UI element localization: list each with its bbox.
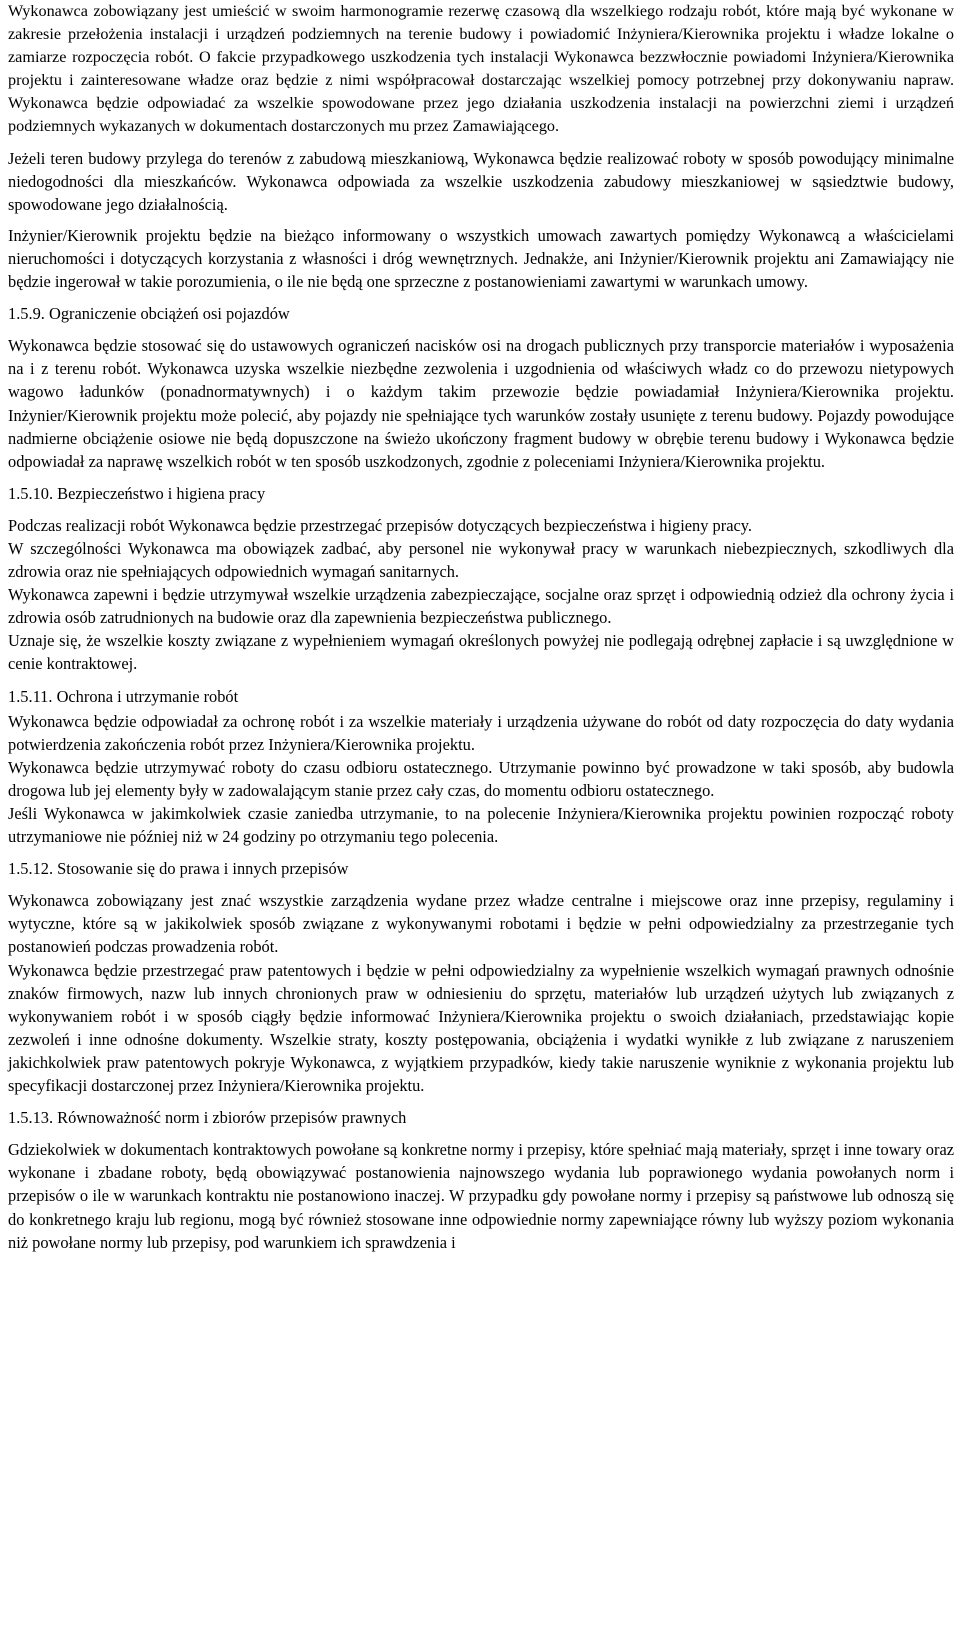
section-heading-1-5-10: 1.5.10. Bezpieczeństwo i higiena pracy bbox=[8, 483, 266, 503]
paragraph-safety-3: Wykonawca zapewni i będzie utrzymywał wszelkie urządzenia zabezpieczające, socjalne oraz sprzęt i odpowiednią odzież dla ochrony życia i zdrowia osób zatrudnionych na budowie oraz dla zapewnienia bezpieczeństwa publicznego. bbox=[8, 585, 954, 628]
paragraph-protection-1: Wykonawca będzie odpowiadał za ochronę robót i za wszelkie materiały i urządzenia używane do robót od daty rozpoczęcia do daty wydania potwierdzenia zakończenia robót przez Inżyniera/Kierownika projektu. bbox=[8, 711, 954, 754]
paragraph-standards: Gdziekolwiek w dokumentach kontraktowych powołane są konkretne normy i przepisy, które spełniać mają materiały, sprzęt i inne towary oraz wykonane i zbadane roboty, będą obowiązywać postanowienia najnowszego wydania lub poprawionego wydania powołanych norm i przepisów o ile w warunkach kontraktu nie postanowiono inaczej. W przypadku gdy powołane normy i przepisy są państwowe lub odnoszą się do konkretnego kraju lub regionu, mogą być również stosowane inne odpowiednie normy zapewniające równy lub wyższy poziom wykonania niż powołane normy lub przepisy, pod warunkiem ich sprawdzenia i bbox=[8, 1140, 954, 1252]
paragraph-residential: Jeżeli teren budowy przylega do terenów z zabudową mieszkaniową, Wykonawca będzie realizować roboty w sposób powodujący minimalne niedogodności dla mieszkańców. Wykonawca odpowiada za wszelkie uszkodzenia zabudowy mieszkaniowej w sąsiedztwie budowy, spowodowane jego działalnością. bbox=[8, 148, 954, 214]
section-heading-1-5-13: 1.5.13. Równoważność norm i zbiorów przepisów prawnych bbox=[8, 1108, 407, 1128]
paragraph-utilities: Wykonawca zobowiązany jest umieścić w swoim harmonogramie rezerwę czasową dla wszelkiego rodzaju robót, które mają być wykonane w zakresie przełożenia instalacji i urządzeń podziemnych na terenie budowy i powiadomić Inżyniera/Kierownika projektu i władze lokalne o zamiarze rozpoczęcia robót. O fakcie przypadkowego uszkodzenia tych instalacji Wykonawca bezzwłocznie powiadomi Inżyniera/Kierownika projektu i zainteresowane władze oraz będzie z nimi współpracował dostarczając wszelkiej pomocy potrzebnej przy dokonywaniu napraw. Wykonawca będzie odpowiadać za wszelkie spowodowane przez jego działania uszkodzenia instalacji na powierzchni ziemi i urządzeń podziemnych wykazanych w dokumentach dostarczonych mu przez Zamawiającego. bbox=[8, 2, 954, 136]
paragraph-agreements: Inżynier/Kierownik projektu będzie na bieżąco informowany o wszystkich umowach zawartych pomiędzy Wykonawcą a właścicielami nieruchomości i dotyczących korzystania z własności i dróg wewnętrznych. Jednakże, ani Inżynier/Kierownik projektu ani Zamawiający nie będzie ingerował w takie porozumienia, o ile nie będą one sprzeczne z postanowieniami zawartymi w warunkach umowy. bbox=[8, 225, 954, 292]
paragraph-protection-3: Jeśli Wykonawca w jakimkolwiek czasie zaniedba utrzymanie, to na polecenie Inżyniera/Kierownika projektu powinien rozpocząć roboty utrzymaniowe nie później niż w 24 godziny po otrzymaniu tego polecenia. bbox=[8, 804, 954, 847]
paragraph-safety-4: Uznaje się, że wszelkie koszty związane z wypełnieniem wymagań określonych powyżej nie podlegają odrębnej zapłacie i są uwzględnione w cenie kontraktowej. bbox=[8, 631, 954, 674]
section-heading-1-5-9: 1.5.9. Ograniczenie obciążeń osi pojazdów bbox=[8, 304, 290, 324]
paragraph-axle-loads: Wykonawca będzie stosować się do ustawowych ograniczeń nacisków osi na drogach publicznych przy transporcie materiałów i wyposażenia na i z terenu robót. Wykonawca uzyska wszelkie niezbędne zezwolenia i uzgodnienia od właściwych władz co do przewozu nietypowych wagowo ładunków (ponadnormatywnych) i o każdym takim przewozie będzie powiadamiał Inżyniera/Kierownika projektu. Inżynier/Kierownik projektu może polecić, aby pojazdy nie spełniające tych warunków zostały usunięte z terenu budowy. Pojazdy powodujące nadmierne obciążenie osiowe nie będą dopuszczone na świeżo ukończony fragment budowy w obrębie terenu budowy i Wykonawca będzie odpowiadał za naprawę wszelkich robót w ten sposób uszkodzonych, zgodnie z poleceniami Inżyniera/Kierownika projektu. bbox=[8, 336, 954, 471]
paragraph-safety-2: W szczególności Wykonawca ma obowiązek zadbać, aby personel nie wykonywał pracy w warunkach niebezpiecznych, szkodliwych dla zdrowia oraz nie spełniających odpowiednich wymagań sanitarnych. bbox=[8, 538, 954, 582]
section-heading-1-5-11: 1.5.11. Ochrona i utrzymanie robót bbox=[8, 686, 239, 706]
section-heading-1-5-12: 1.5.12. Stosowanie się do prawa i innych przepisów bbox=[8, 859, 349, 879]
paragraph-law-2: Wykonawca będzie przestrzegać praw patentowych i będzie w pełni odpowiedzialny za wypełnienie wszelkich wymagań prawnych odnośnie znaków firmowych, nazw lub innych chronionych praw w odniesieniu do sprzętu, materiałów lub urządzeń użytych lub związanych z wykonywaniem robót i w sposób ciągły będzie informować Inżyniera/Kierownika projektu o swoich działaniach, przedstawiając kopie zezwoleń i inne odnośne dokumenty. Wszelkie straty, koszty postępowania, obciążenia i wydatki wynikłe z lub związane z naruszeniem jakichkolwiek praw patentowych pokryje Wykonawca, z wyjątkiem przypadków, kiedy takie naruszenie wyniknie z wykonania projektu lub specyfikacji dostarczonej przez Inżyniera/Kierownika projektu. bbox=[8, 960, 954, 1096]
paragraph-safety-1: Podczas realizacji robót Wykonawca będzie przestrzegać przepisów dotyczących bezpieczeństwa i higieny pracy. bbox=[8, 515, 752, 535]
paragraph-protection-2: Wykonawca będzie utrzymywać roboty do czasu odbioru ostatecznego. Utrzymanie powinno być prowadzone w taki sposób, aby budowla drogowa lub jej elementy były w zadowalającym stanie przez cały czas, do momentu odbioru ostatecznego. bbox=[8, 757, 954, 800]
paragraph-law-1: Wykonawca zobowiązany jest znać wszystkie zarządzenia wydane przez władze centralne i miejscowe oraz inne przepisy, regulaminy i wytyczne, które są w jakikolwiek sposób związane z wykonywanymi robotami i będzie w pełni odpowiedzialny za przestrzeganie tych postanowień podczas prowadzenia robót. bbox=[8, 891, 954, 957]
